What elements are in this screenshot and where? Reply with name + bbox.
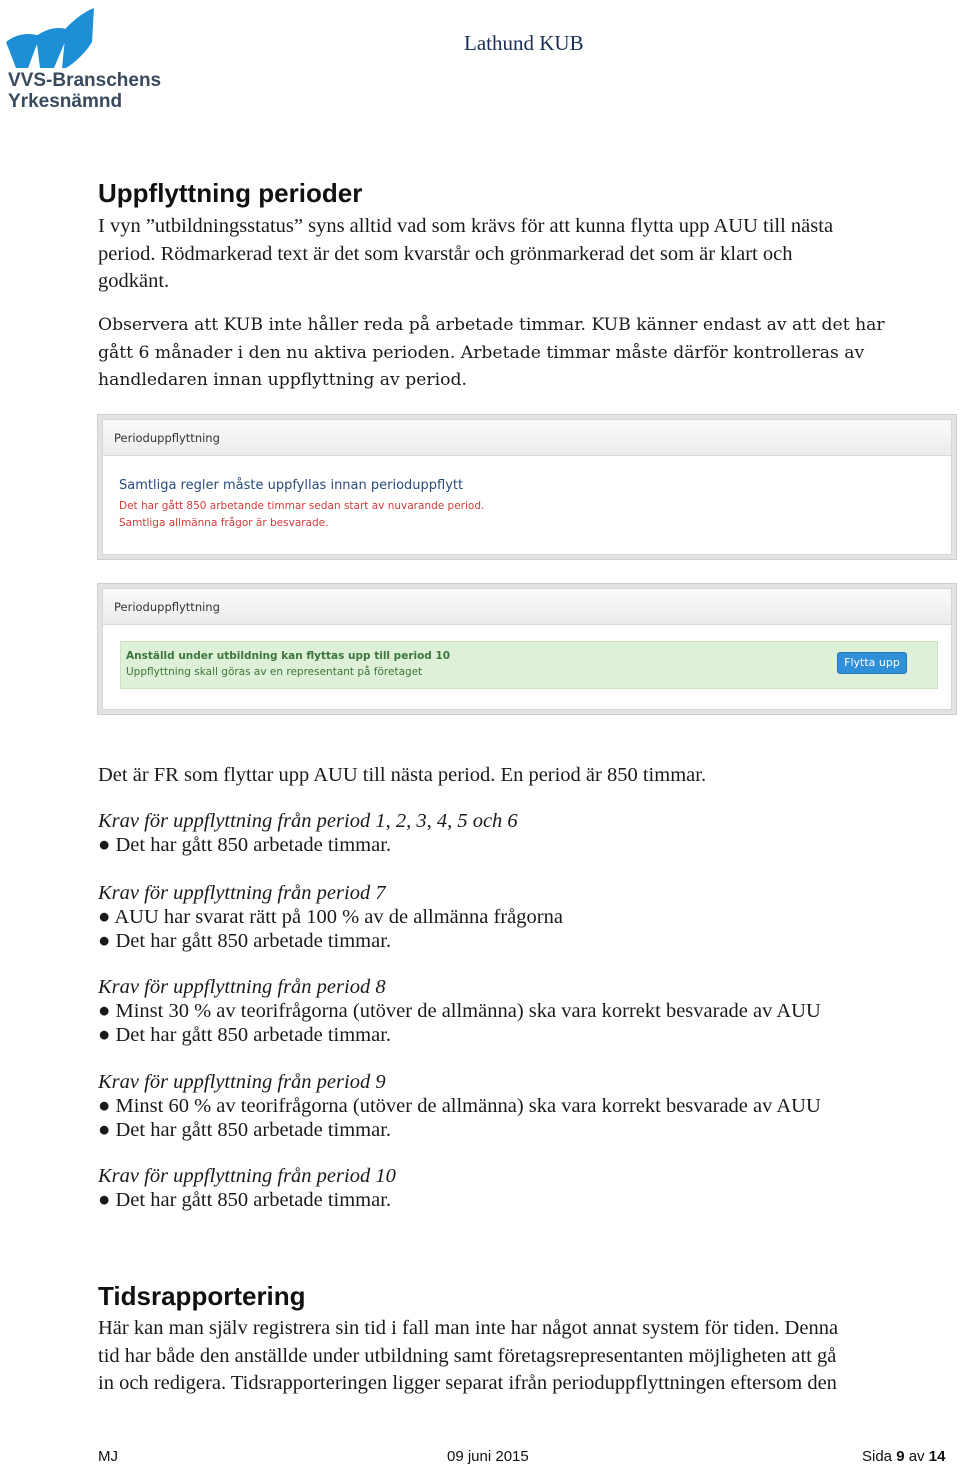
requirement-title: Krav för uppflyttning från period 10: [98, 1165, 396, 1187]
para1-line2: period. Rödmarkerad text är det som kvarstår och grönmarkerad det som är klart och: [98, 242, 793, 265]
flytta-upp-button[interactable]: Flytta upp: [837, 652, 907, 674]
requirement-block-5: [98, 1164, 943, 1212]
requirement-block-1: [98, 809, 943, 857]
document-title: Lathund KUB: [464, 31, 584, 55]
success-line2: Uppflyttning skall göras av en representant på företaget: [126, 666, 423, 678]
success-line1: Anställd under utbildning kan flyttas upp till period 10: [126, 650, 451, 662]
requirement-bullet: ● Det har gått 850 arbetade timmar.: [98, 930, 392, 952]
section2-line2: tid har både den anställde under utbildning samt företagsrepresentanten möjligheten att gå: [98, 1344, 837, 1367]
requirement-bullet: ● Det har gått 850 arbetade timmar.: [98, 834, 392, 856]
requirements-intro: Det är FR som flyttar upp AUU till nästa period. En period är 850 timmar.: [98, 764, 707, 786]
requirement-title: Krav för uppflyttning från period 7: [98, 882, 386, 904]
rules-panel: [102, 419, 952, 555]
para1-line3: godkänt.: [98, 270, 170, 292]
section-heading-uppflyttning: Uppflyttning perioder: [98, 178, 363, 208]
requirement-bullet: ● Minst 30 % av teorifrågorna (utöver de allmänna) ska vara korrekt besvarade av AUU: [98, 1000, 821, 1022]
logo-text: [8, 70, 161, 112]
requirement-bullet: ● AUU har svarat rätt på 100 % av de allmänna frågorna: [98, 906, 563, 928]
logo-text-line2: Yrkesnämnd: [8, 91, 123, 112]
section2-line3: in och redigera. Tidsrapporteringen ligger separat ifrån perioduppflyttningen eftersom den: [98, 1372, 837, 1394]
section1-paragraph1: [98, 213, 943, 296]
para2-line2: gått 6 månader i den nu aktiva perioden. Arbetade timmar måste därför kontrolleras av: [98, 342, 865, 363]
para1-line1: I vyn ”utbildningsstatus” syns alltid vad som krävs för att kunna flytta upp AUU till nästa: [98, 215, 834, 237]
requirement-bullet: ● Det har gått 850 arbetade timmar.: [98, 1119, 392, 1141]
requirement-title: Krav för uppflyttning från period 8: [98, 976, 386, 998]
requirement-bullet: ● Det har gått 850 arbetade timmar.: [98, 1189, 392, 1211]
panel-title: Perioduppflyttning: [103, 420, 951, 456]
section2-line1: Här kan man själv registrera sin tid i fall man inte har något annat system för tiden. Denna: [98, 1317, 839, 1339]
error-line-hours: Det har gått 850 arbetande timmar sedan start av nuvarande period.: [119, 500, 485, 512]
section1-paragraph2: [98, 312, 918, 395]
requirement-block-4: [98, 1070, 943, 1142]
requirement-bullet: ● Det har gått 850 arbetade timmar.: [98, 1024, 392, 1046]
page-label: Sida: [862, 1448, 893, 1465]
para2-line3: handledaren innan uppflyttning av period.: [98, 370, 467, 390]
requirement-title: Krav för uppflyttning från period 9: [98, 1071, 386, 1093]
success-alert: [120, 641, 938, 689]
para2-line1: Observera att KUB inte håller reda på arbetade timmar. KUB känner endast av att det har: [98, 315, 885, 335]
section-heading-tidsrapportering: Tidsrapportering: [98, 1281, 306, 1311]
requirement-block-3: [98, 975, 943, 1047]
logo-mark-icon: [6, 6, 106, 68]
section2-paragraph: [98, 1315, 943, 1398]
error-line-questions: Samtliga allmänna frågor är besvarade.: [119, 517, 329, 529]
page-current: 9: [896, 1448, 905, 1465]
panel-title: Perioduppflyttning: [103, 589, 951, 625]
requirement-title: Krav för uppflyttning från period 1, 2, 3, 4, 5 och 6: [98, 810, 518, 832]
page-separator: av: [908, 1448, 925, 1465]
requirement-bullet: ● Minst 60 % av teorifrågorna (utöver de allmänna) ska vara korrekt besvarade av AUU: [98, 1095, 821, 1117]
footer-author: MJ: [98, 1448, 118, 1465]
screenshot-approved-panel: [97, 583, 957, 715]
footer-page-number: [862, 1448, 945, 1465]
approved-panel: [102, 588, 952, 710]
page-total: 14: [928, 1448, 946, 1465]
rules-title: Samtliga regler måste uppfyllas innan perioduppflytt: [119, 478, 464, 493]
screenshot-rules-panel: [97, 414, 957, 560]
logo-text-line1: VVS-Branschens: [8, 70, 162, 91]
footer-date: 09 juni 2015: [447, 1448, 529, 1465]
requirement-block-2: [98, 881, 943, 953]
